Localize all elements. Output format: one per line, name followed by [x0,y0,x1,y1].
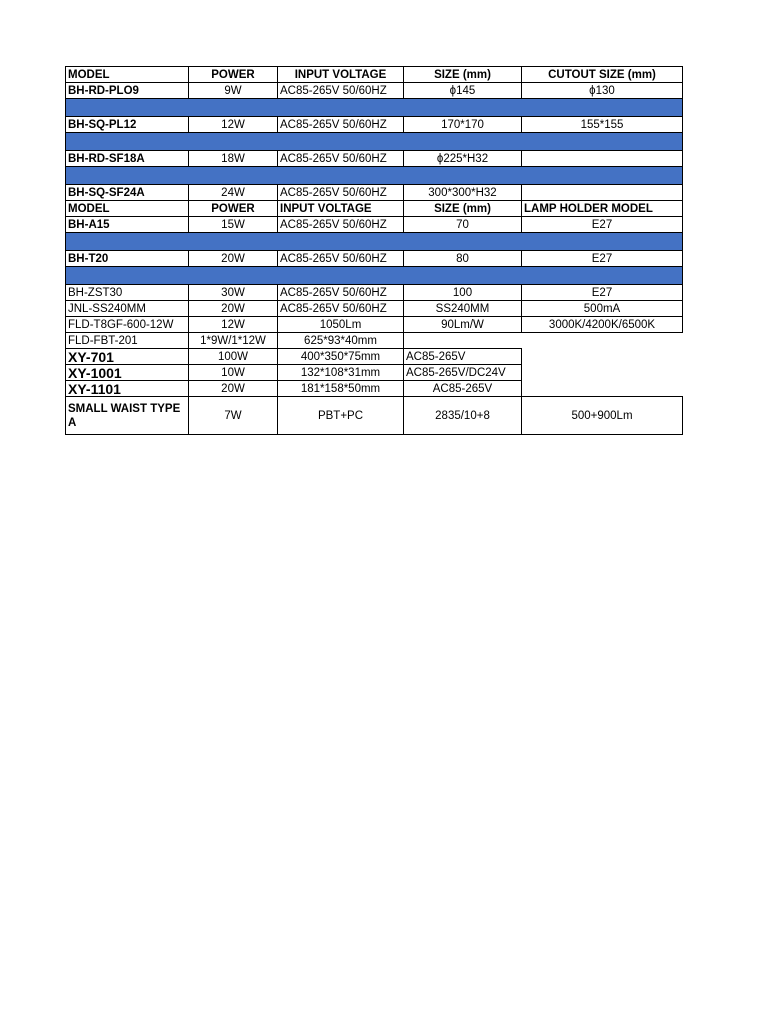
model-cell: XY-1101 [66,381,189,397]
table-row [66,365,683,381]
voltage-cell: AC85-265V 50/60HZ [278,117,404,133]
dimension-cell: 400*350*75mm [278,349,404,365]
lamp-holder-cell: 500mA [522,301,683,317]
cutout-cell [522,151,683,167]
power-cell: 12W [189,117,278,133]
model-cell: BH-ZST30 [66,285,189,301]
model-cell: JNL-SS240MM [66,301,189,317]
power-cell: 20W [189,381,278,397]
voltage-cell: AC85-265V 50/60HZ [278,217,404,233]
power-cell: 100W [189,349,278,365]
lamp-holder-cell: E27 [522,217,683,233]
table-row [66,117,683,133]
efficacy-cell: 90Lm/W [404,317,522,333]
table-row [66,301,683,317]
voltage-cell: AC85-265V 50/60HZ [278,285,404,301]
voltage-cell: AC85-265V 50/60HZ [278,83,404,99]
table-row [66,381,683,397]
cutout-cell: ϕ130 [522,83,683,99]
voltage-cell: AC85-265V [404,381,522,397]
header-input-voltage: INPUT VOLTAGE [278,67,404,83]
separator-band [66,233,683,251]
empty-cell [522,381,683,397]
size-cell: 300*300*H32 [404,185,522,201]
header-model: MODEL [66,201,189,217]
size-cell: ϕ225*H32 [404,151,522,167]
header-lamp-holder-model: LAMP HOLDER MODEL [522,201,683,217]
power-cell: 20W [189,301,278,317]
header-input-voltage: INPUT VOLTAGE [278,201,404,217]
table-row [66,251,683,267]
dimension-cell: 132*108*31mm [278,365,404,381]
cutout-cell: 155*155 [522,117,683,133]
power-cell: 15W [189,217,278,233]
empty-cell [522,349,683,365]
empty-cell [404,333,522,349]
power-cell: 24W [189,185,278,201]
voltage-cell: AC85-265V 50/60HZ [278,151,404,167]
product-spec-table [65,66,683,435]
cutout-cell [522,185,683,201]
power-cell: 12W [189,317,278,333]
table-row [66,333,683,349]
header-row [66,67,683,83]
size-cell: 170*170 [404,117,522,133]
size-cell: 70 [404,217,522,233]
model-cell: BH-RD-PLO9 [66,83,189,99]
led-spec-cell: 2835/10+8 [404,397,522,435]
table-row [66,285,683,301]
dimension-cell: 181*158*50mm [278,381,404,397]
size-cell: 100 [404,285,522,301]
power-cell: 18W [189,151,278,167]
separator-band [66,167,683,185]
header-row-lamp [66,201,683,217]
header-power: POWER [189,201,278,217]
separator-band [66,267,683,285]
lumen-cell: 1050Lm [278,317,404,333]
lumen-cell: 500+900Lm [522,397,683,435]
model-cell: FLD-T8GF-600-12W [66,317,189,333]
voltage-cell: AC85-265V 50/60HZ [278,251,404,267]
table-row [66,185,683,201]
color-temp-cell: 3000K/4200K/6500K [522,317,683,333]
model-cell: SMALL WAIST TYPE A [66,397,189,435]
model-cell: BH-T20 [66,251,189,267]
header-model: MODEL [66,67,189,83]
empty-cell [522,333,683,349]
power-cell: 30W [189,285,278,301]
model-cell: FLD-FBT-201 [66,333,189,349]
model-cell: XY-1001 [66,365,189,381]
table-row [66,397,683,435]
size-cell: SS240MM [404,301,522,317]
lamp-holder-cell: E27 [522,285,683,301]
dimension-cell: 625*93*40mm [278,333,404,349]
power-cell: 20W [189,251,278,267]
model-cell: BH-A15 [66,217,189,233]
size-cell: ϕ145 [404,83,522,99]
power-cell: 10W [189,365,278,381]
table-row [66,317,683,333]
size-cell: 80 [404,251,522,267]
voltage-cell: AC85-265V 50/60HZ [278,185,404,201]
power-cell: 9W [189,83,278,99]
header-power: POWER [189,67,278,83]
header-size: SIZE (mm) [404,201,522,217]
header-cutout-size: CUTOUT SIZE (mm) [522,67,683,83]
lamp-holder-cell: E27 [522,251,683,267]
table-row [66,151,683,167]
table-row [66,349,683,365]
table-row [66,217,683,233]
header-size: SIZE (mm) [404,67,522,83]
power-cell: 1*9W/1*12W [189,333,278,349]
material-cell: PBT+PC [278,397,404,435]
separator-band [66,99,683,117]
voltage-cell: AC85-265V 50/60HZ [278,301,404,317]
voltage-cell: AC85-265V/DC24V [404,365,522,381]
voltage-cell: AC85-265V [404,349,522,365]
table-row [66,83,683,99]
model-cell: BH-SQ-PL12 [66,117,189,133]
model-cell: XY-701 [66,349,189,365]
separator-band [66,133,683,151]
model-cell: BH-RD-SF18A [66,151,189,167]
model-cell: BH-SQ-SF24A [66,185,189,201]
empty-cell [522,365,683,381]
power-cell: 7W [189,397,278,435]
